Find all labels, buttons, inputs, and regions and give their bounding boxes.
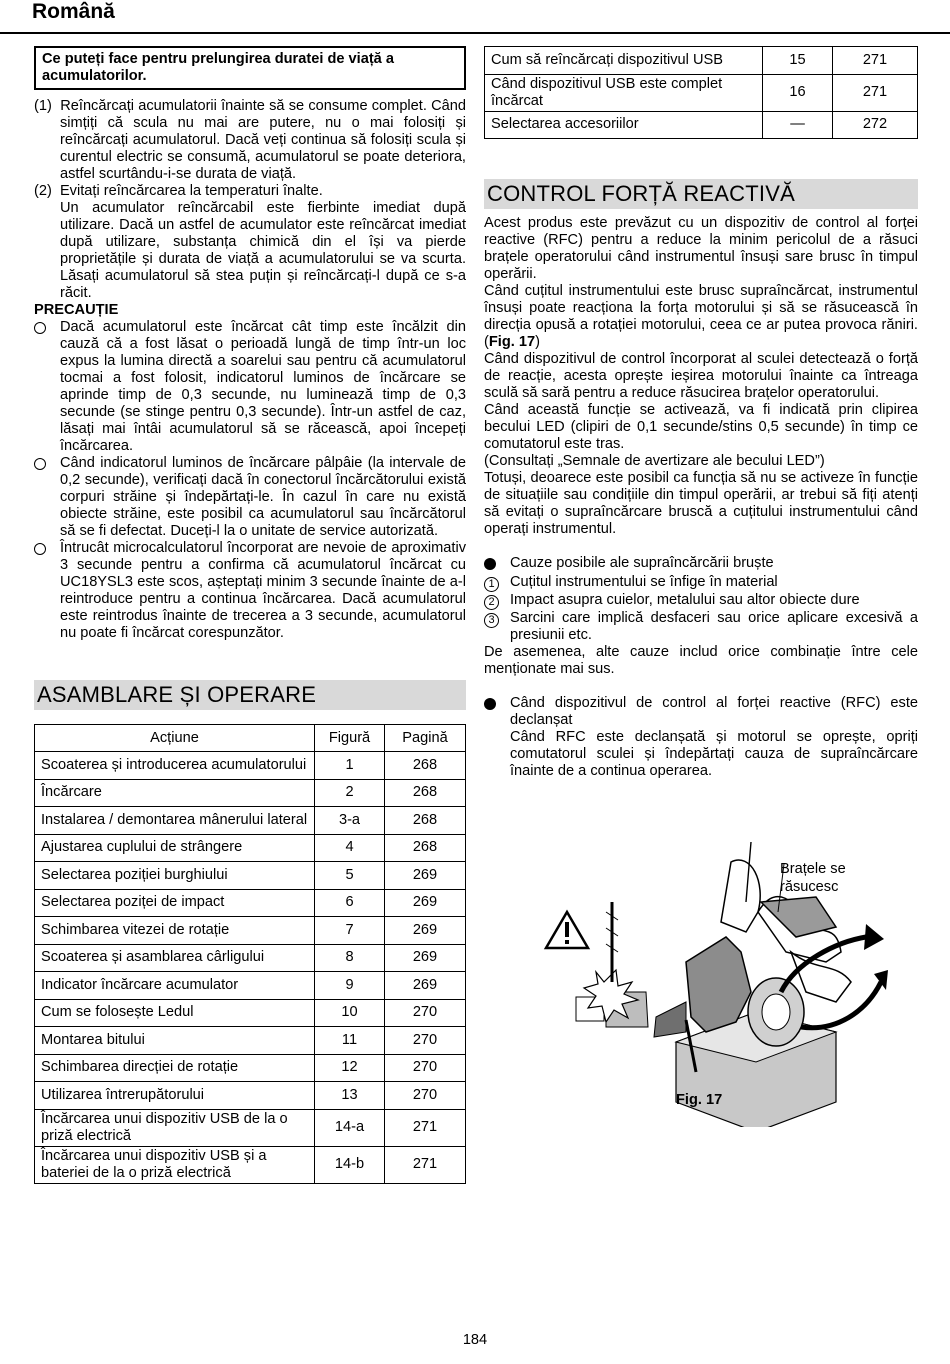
cell-page: 271 [385,1146,466,1183]
cell-page: 270 [385,1027,466,1055]
operations-table-continued [484,46,918,139]
table-row [35,1109,466,1146]
rfc-paragraph: Când această funcție se activează, va fi indicată prin clipirea becului LED (clipiri de 0,1 secunde/stins 0,5 secunde) în timp ce comutatorul este tras. [484,402,918,452]
cell-action: Schimbarea direcției de rotație [35,1054,315,1082]
caution-item: Întrucât microcalculatorul încorporat are nevoie de aproximativ 3 secunde pentru a confirma că acumulatorul încărcat cu UC18YSL3 este scos, așteptați minim 3 secunde înainte de a-l reintroduce pentru a continua încărcarea. Dacă acumulatorul este reintrodus înainte de trecerea a 3 secunde, acumulatorul nu poate fi încărcat corespunzător. [34,540,466,642]
cell-page: 268 [385,752,466,780]
cell-action: Indicator încărcare acumulator [35,972,315,1000]
language-heading: Română [32,0,115,23]
cell-action: Ajustarea cuplului de strângere [35,834,315,862]
hollow-bullet-icon [34,458,46,470]
rfc-paragraph: Totuși, deoarece este posibil ca funcția să nu se activeze în funcție de situațiile sau condițiile din timpul operării, ar trebui să fiți atenți să evitați o supraîncărcare bruscă a cuțitului instrumentului când operați instrumentul. [484,470,918,537]
table-row [35,944,466,972]
page-number: 184 [462,1332,488,1348]
cell-page: 269 [385,944,466,972]
cell-page: 268 [385,834,466,862]
cell-action: Instalarea / demontarea mânerului lateral [35,807,315,835]
caution-item: Dacă acumulatorul este încărcat cât timp este încălzit din cauză că a fost lăsat o perioadă lungă de timp într-un loc expus la lumina directă a soarelui sau pentru că acumulatorul tocmai a fost folosit, indicatorul luminos de încărcare se aprinde timp de 0,3 secunde, nu luminează timp de 0,3 secunde (se stinge pentru 0,3 secunde). Într-un astfel de caz, lăsați mai întâi acumulatorul să se răcească, apoi începeți încărcarea. [34,319,466,455]
solid-bullet-icon [484,698,496,710]
rfc-paragraph: (Consultați „Semnale de avertizare ale becului LED”) [484,453,825,469]
cell-page: 269 [385,972,466,1000]
cell-figure: 8 [315,944,385,972]
causes-tail: De asemenea, alte cauze includ orice combinație între cele menționate mai sus. [484,644,918,677]
cell-figure: 1 [315,752,385,780]
cell-page: 271 [385,1109,466,1146]
cell-figure: 14-a [315,1109,385,1146]
cell-figure: 3-a [315,807,385,835]
cell-action: Selectarea poziței de impact [35,889,315,917]
cell-page: 271 [833,74,918,111]
battery-tip-2-head: (2) Evitați reîncărcarea la temperaturi înalte. [34,183,323,199]
cell-figure: 12 [315,1054,385,1082]
cell-page: 269 [385,862,466,890]
col-header-page: Pagină [385,725,466,752]
cause-item: 1 Cuțitul instrumentului se înfige în material [484,574,918,592]
rotation-arrow-icon [864,924,884,950]
fig-reference: Fig. 17 [488,334,536,350]
table-row [485,74,918,111]
cell-action: Scoaterea și introducerea acumulatorului [35,752,315,780]
cell-page: 270 [385,1054,466,1082]
figure-caption: Fig. 17 [676,1092,723,1108]
col-header-figure: Figură [315,725,385,752]
hollow-bullet-icon [34,543,46,555]
cell-action: Încărcarea unui dispozitiv USB și a bateriei de la o priză electrică [35,1146,315,1183]
battery-tip-1: (1) Reîncărcați acumulatorii înainte să se consume complet. Când simțiți că scula nu mai are putere, nu o mai folosiți și reîncărcați acumulatorul. Dacă veți continua să folosiți scula și curentul electric se consumă, acumulatorul se poate deteriora, astfel scurtându-i-se durata de viață. [34,98,466,182]
figure-17 [536,842,926,1127]
circled-number-icon: 1 [484,577,499,592]
battery-life-title: Ce puteți face pentru prelungirea duratei de viață a acumulatorilor. [34,46,466,90]
cell-page: 268 [385,779,466,807]
cell-figure: 14-b [315,1146,385,1183]
cell-action: Schimbarea vitezei de rotație [35,917,315,945]
table-row [35,1082,466,1110]
cell-figure: 9 [315,972,385,1000]
left-column [34,46,466,1184]
cell-action: Cum să reîncărcați dispozitivul USB [485,47,763,75]
figure-callout: Brațele se răsucesc [780,861,846,895]
rfc-section-title: CONTROL FORȚĂ REACTIVĂ [484,179,918,209]
table-row [35,862,466,890]
cell-figure: 7 [315,917,385,945]
rfc-paragraph: Când cuțitul instrumentului este brusc supraîncărcat, instrumentul însuși poate reacționa la forța motorului și să se răsucească în direcția opusă a rotației motorului, ceea ce ar putea provoca răniri. (Fig. 17) [484,283,918,350]
table-row [35,999,466,1027]
cell-action: Montarea bitului [35,1027,315,1055]
cell-page: 270 [385,999,466,1027]
cell-figure: 11 [315,1027,385,1055]
solid-bullet-icon [484,558,496,570]
table-row [35,807,466,835]
rfc-paragraph: Acest produs este prevăzut cu un dispozitiv de control al forței reactive (RFC) pentru a reduce la minim pericolul de a răsuci brațele operatorului când instrumentul însuși sare brusc în timpul operării. [484,215,918,282]
cell-action: Utilizarea întrerupătorului [35,1082,315,1110]
col-header-action: Acțiune [35,725,315,752]
table-row [485,47,918,75]
cell-figure: 5 [315,862,385,890]
cell-page: 270 [385,1082,466,1110]
cell-action: Selectarea poziției burghiului [35,862,315,890]
rfc-paragraph: Când dispozitivul de control încorporat al sculei detectează o forță de reacție, acesta oprește ieșirea motorului înainte ca întreaga sculă să sară pentru a reduce răsucirea brațelor operatorului. [484,351,918,401]
table-row [35,972,466,1000]
hollow-bullet-icon [34,322,46,334]
cell-page: 271 [833,47,918,75]
right-column [484,46,918,780]
circled-number-icon: 3 [484,613,499,628]
caution-heading: PRECAUȚIE [34,302,119,318]
cell-figure: 15 [763,47,833,75]
causes-heading: Cauze posibile ale supraîncărcării bruște [484,555,918,574]
table-row [35,779,466,807]
cell-page: 268 [385,807,466,835]
cell-page: 272 [833,111,918,139]
table-header-row [35,725,466,752]
table-row [35,917,466,945]
header-rule [0,32,950,34]
table-row [35,1027,466,1055]
trigger-heading: Când dispozitivul de control al forței reactive (RFC) este declanșat [484,695,918,729]
caution-item: Când indicatorul luminos de încărcare pâlpâie (la intervale de 0,2 secunde), verificați dacă în conectorul încărcătorului există corpuri străine și îndepărtați-le. În cazul în care nu există obiecte străine, este posibil ca acumulatorul sau încărcătorul să se fi defectat. Duceți-l la o unitate de service autorizată. [34,455,466,540]
cell-figure: 4 [315,834,385,862]
cause-item: 2 Impact asupra cuielor, metalului sau altor obiecte dure [484,592,918,610]
cell-page: 269 [385,917,466,945]
cell-figure: 16 [763,74,833,111]
cell-page: 269 [385,889,466,917]
table-row [35,889,466,917]
cell-action: Încărcare [35,779,315,807]
cell-action: Încărcarea unui dispozitiv USB de la o priză electrică [35,1109,315,1146]
cell-figure: 2 [315,779,385,807]
cell-action: Cum se folosește Ledul [35,999,315,1027]
cell-action: Selectarea accesoriilor [485,111,763,139]
cell-action: Scoaterea și asamblarea cârligului [35,944,315,972]
cell-figure: 6 [315,889,385,917]
table-row [485,111,918,139]
cell-figure: 13 [315,1082,385,1110]
table-row [35,1146,466,1183]
cause-item: 3 Sarcini care implică desfaceri sau orice aplicare excesivă a presiunii etc. [484,610,918,644]
battery-tip-2-body: Un acumulator reîncărcabil este fierbinte imediat după utilizare. Dacă un astfel de acumulator este reîncărcat imediat după utilizare, substanța chimică din el își va pierde proprietățile și durata de viață a acumulatorului se va scurta. Lăsați acumulatorul să stea puțin și reîncărcați-l după ce s-a răcit. [60,200,466,301]
assembly-section-title: ASAMBLARE ȘI OPERARE [34,680,466,710]
cell-figure: — [763,111,833,139]
table-row [35,752,466,780]
cell-action: Când dispozitivul USB este complet încărcat [485,74,763,111]
table-row [35,834,466,862]
cell-figure: 10 [315,999,385,1027]
operations-table [34,724,466,1184]
trigger-body: Când RFC este declanșată și motorul se oprește, opriți comutatorul sculei și îndepărtați cauza de supraîncărcare înainte de a continua operarea. [510,729,918,779]
circled-number-icon: 2 [484,595,499,610]
table-row [35,1054,466,1082]
